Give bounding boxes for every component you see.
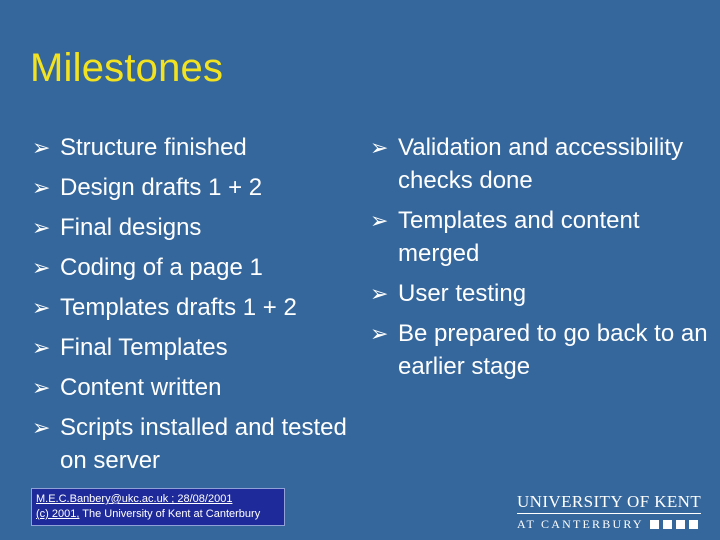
bullet-item	[32, 371, 362, 404]
arrow-bullet-icon: ➢	[32, 335, 51, 360]
bullet-item	[32, 411, 362, 477]
arrow-bullet-icon: ➢	[32, 135, 51, 160]
bullet-text: Content written	[60, 374, 222, 401]
bullet-item	[32, 131, 362, 164]
arrow-bullet-icon: ➢	[370, 208, 389, 233]
bullet-item	[370, 204, 710, 270]
logo-line-1: UNIVERSITY OF KENT	[517, 493, 701, 514]
bullet-text: Be prepared to go back to an earlier stage	[398, 320, 708, 380]
bullet-item	[32, 251, 362, 284]
bullet-text: Templates and content merged	[398, 207, 640, 267]
bullet-item	[370, 277, 710, 310]
bullet-item	[370, 317, 710, 383]
bullet-item	[32, 211, 362, 244]
bullet-item	[32, 331, 362, 364]
logo-square	[663, 520, 672, 529]
bullet-text: Final designs	[60, 214, 202, 241]
left-bullet-list	[32, 131, 362, 484]
bullet-text: Coding of a page 1	[60, 254, 263, 281]
bullet-item	[32, 291, 362, 324]
bullet-text: Validation and accessibility checks done	[398, 134, 684, 194]
arrow-bullet-icon: ➢	[370, 281, 389, 306]
logo-line-2-row	[517, 517, 701, 532]
arrow-bullet-icon: ➢	[32, 375, 51, 400]
footer-copyright-rest: The University of Kent at Canterbury	[79, 508, 261, 520]
bullet-text: Structure finished	[60, 134, 247, 161]
logo-square	[650, 520, 659, 529]
university-logo	[517, 493, 701, 532]
arrow-bullet-icon: ➢	[32, 415, 51, 440]
bullet-text: User testing	[398, 280, 527, 307]
bullet-item	[32, 171, 362, 204]
footer-credit-box	[31, 488, 285, 526]
arrow-bullet-icon: ➢	[370, 135, 389, 160]
footer-copyright	[36, 507, 280, 522]
logo-squares-icon	[650, 520, 698, 529]
right-bullet-list	[370, 131, 710, 390]
bullet-item	[370, 131, 710, 197]
arrow-bullet-icon: ➢	[32, 295, 51, 320]
logo-square	[689, 520, 698, 529]
arrow-bullet-icon: ➢	[370, 321, 389, 346]
arrow-bullet-icon: ➢	[32, 215, 51, 240]
logo-line-2: AT CANTERBURY	[517, 517, 644, 531]
bullet-text: Scripts installed and tested on server	[60, 414, 347, 474]
footer-email-date[interactable]: M.E.C.Banbery@ukc.ac.uk ; 28/08/2001	[36, 493, 233, 505]
arrow-bullet-icon: ➢	[32, 175, 51, 200]
bullet-text: Templates drafts 1 + 2	[60, 294, 297, 321]
bullet-text: Design drafts 1 + 2	[60, 174, 263, 201]
arrow-bullet-icon: ➢	[32, 255, 51, 280]
bullet-text: Final Templates	[60, 334, 228, 361]
slide-title: Milestones	[30, 46, 224, 90]
footer-copyright-prefix: (c) 2001,	[36, 508, 80, 520]
logo-square	[676, 520, 685, 529]
